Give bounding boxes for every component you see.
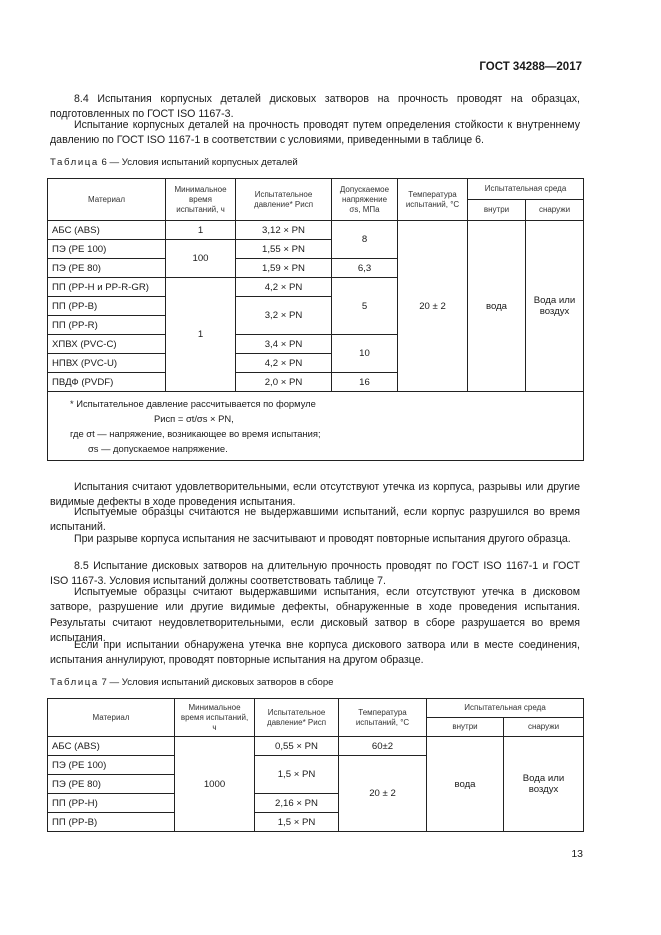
table6-pressure: 3,12 × PN [236,221,332,240]
table7-temperature: 60±2 [339,737,427,756]
table7-pressure: 1,5 × PN [255,756,339,794]
table6-header-material: Материал [48,179,166,221]
table6-material: АБС (ABS) [48,221,166,240]
table6-pressure: 2,0 × PN [236,373,332,392]
table6-footnote [48,392,584,461]
table7-material: ПЭ (PE 80) [48,775,175,794]
table6-material: ХПВХ (PVC-C) [48,335,166,354]
table6-caption [50,157,298,168]
paragraph-rupture: При разрыве корпуса испытания не засчитывают и проводят повторные испытания другого образца. [74,533,571,545]
paragraph-satisfactory: Испытания считают удовлетворительными, если отсутствуют утечка из корпуса, разрывы или другие видимые дефекты в ходе проведения испытания. [50,481,580,509]
table6-stress: 6,3 [332,259,398,278]
table7-temperature: 20 ± 2 [339,756,427,832]
table7-header-temperature: Температура испытаний, °С [339,699,427,737]
table7-time: 1000 [175,737,255,832]
table7-pressure: 0,55 × PN [255,737,339,756]
table7-inside: вода [427,737,504,832]
table6-material: ПП (PP-B) [48,297,166,316]
table7-material: ПП (PP-B) [48,813,175,832]
paragraph-annulled: Если при испытании обнаружена утечка вне корпуса дискового затвора или в месте соединения, испытания аннулируют, проводят повторные испытания на другом образце. [50,639,580,667]
paragraph-8-4: 8.4 Испытания корпусных деталей дисковых затворов на прочность проводят на образцах, подготовленных по ГОСТ ISO 1167-3. [50,93,580,121]
table6-material: ПВДФ (PVDF) [48,373,166,392]
table6-pressure: 3,4 × PN [236,335,332,354]
table6-time: 1 [166,221,236,240]
table6-header-stress: Допускаемое напряжение σs, МПа [332,179,398,221]
table6-material: ПП (PP-R) [48,316,166,335]
table7-caption-label: Таблица [50,677,99,688]
footnote-line: σs — допускаемое напряжение. [88,443,228,454]
table7 [47,698,584,832]
table7-caption [50,677,334,688]
table7-pressure: 1,5 × PN [255,813,339,832]
table7-material: АБС (ABS) [48,737,175,756]
page-number: 13 [571,848,583,860]
table6-pressure: 3,2 × PN [236,297,332,335]
table7-header-medium: Испытательная среда [427,699,584,718]
table7-caption-text: 7 — Условия испытаний дисковых затворов в сборе [101,677,334,688]
table6-stress: 8 [332,221,398,259]
table7-header-pressure: Испытательное давление* Pисп [255,699,339,737]
table6-inside: вода [468,221,526,392]
table6-header-medium: Испытательная среда [468,179,584,200]
table7-header-inside: внутри [427,718,504,737]
table6-stress: 10 [332,335,398,373]
table6-outside: Вода или воздух [526,221,584,392]
table6-header-temperature: Температура испытаний, °С [398,179,468,221]
table7-header-time: Минимальное время испытаний, ч [175,699,255,737]
table6-material: НПВХ (PVC-U) [48,354,166,373]
table7-header-outside: снаружи [504,718,584,737]
table6-stress: 16 [332,373,398,392]
footnote-formula: Pисп = σt/σs × PN, [154,413,234,424]
paragraph-8-5: 8.5 Испытание дисковых затворов на длительную прочность проводят по ГОСТ ISO 1167-1 и ГОСТ ISO 1167-3. Условия испытаний должны соответствовать таблице 7. [50,560,580,588]
footnote-line: * Испытательное давление рассчитывается по формуле [70,398,316,409]
table7-pressure: 2,16 × PN [255,794,339,813]
paragraph-table6-intro: Испытание корпусных деталей на прочность проводят путем определения стойкости к внутреннему давлению по ГОСТ ISO 1167-1 в соответствии с условиями, приведенными в таблице 6. [50,119,580,147]
table7-header-material: Материал [48,699,175,737]
table6-material: ПЭ (PE 100) [48,240,166,259]
table6-header-inside: внутри [468,200,526,221]
table6-pressure: 1,59 × PN [236,259,332,278]
table6 [47,178,584,461]
table6-stress: 5 [332,278,398,335]
table6-header-outside: снаружи [526,200,584,221]
paragraph-failed: Испытуемые образцы считаются не выдержавшими испытаний, если корпус разрушился во время испытаний. [50,506,580,534]
table7-material: ПЭ (PE 100) [48,756,175,775]
table6-caption-label: Таблица [50,157,99,168]
table6-material: ПП (PP-H и PP-R-GR) [48,278,166,297]
table6-material: ПЭ (PE 80) [48,259,166,278]
table6-pressure: 4,2 × PN [236,354,332,373]
table6-temperature: 20 ± 2 [398,221,468,392]
table6-caption-text: 6 — Условия испытаний корпусных деталей [101,157,298,168]
document-header: ГОСТ 34288—2017 [479,61,582,73]
table7-outside: Вода или воздух [504,737,584,832]
table7-material: ПП (PP-H) [48,794,175,813]
table6-header-time: Минимальное время испытаний, ч [166,179,236,221]
table6-pressure: 1,55 × PN [236,240,332,259]
table6-time: 1 [166,278,236,392]
table6-time: 100 [166,240,236,278]
footnote-line: где σt — напряжение, возникающее во время испытания; [70,428,321,439]
table6-header-pressure: Испытательное давление* Pисп [236,179,332,221]
table6-pressure: 4,2 × PN [236,278,332,297]
paragraph-passed: Испытуемые образцы считают выдержавшими испытания, если отсутствуют утечка в дисковом затворе, разрушение или другие видимые дефекты, обнаруженные в ходе проведения испытания. Результаты считают неудовлетворительными, если дисковый затвор в сборе разрушается во время испытания. [50,586,580,645]
